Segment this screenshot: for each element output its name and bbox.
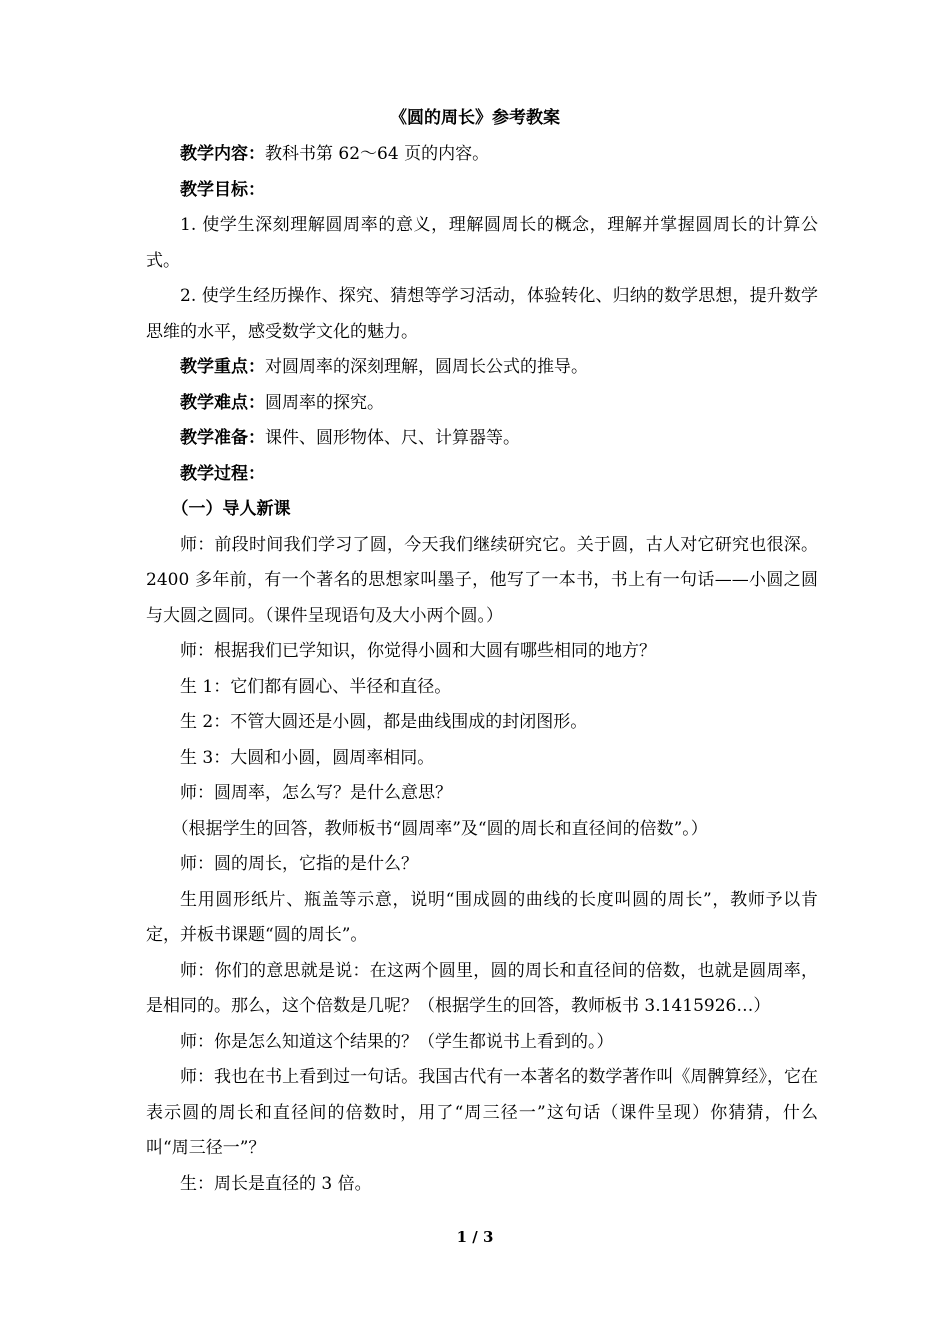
teaching-process-label: 教学过程： xyxy=(180,463,265,484)
paragraph: 师：你是怎么知道这个结果的？（学生都说书上看到的。） xyxy=(180,1031,614,1052)
teaching-preparation xyxy=(146,421,818,457)
paragraph: 生 2：不管大圆还是小圆，都是曲线围成的封闭图形。 xyxy=(180,712,588,732)
teaching-key-text: 对圆周率的深刻理解，圆周长公式的推导。 xyxy=(265,357,588,377)
paragraph: 生 1：它们都有圆心、半径和直径。 xyxy=(180,676,452,697)
paragraph: 师：你们的意思就是说：在这两个圆里，圆的周长和直径间的倍数，也就是圆周率，是相同的。那么，这个倍数是几呢？（根据学生的回答，教师板书 3.1415926…） xyxy=(146,960,818,1016)
page-number: 1 / 3 xyxy=(456,1228,494,1246)
paragraph: 生 3：大圆和小圆，圆周率相同。 xyxy=(180,747,435,768)
teaching-difficulty-text: 圆周率的探究。 xyxy=(265,392,384,413)
paragraph: （根据学生的回答，教师板书“圆周率”及“圆的周长和直径间的倍数”。） xyxy=(171,818,708,839)
paragraph: 生用圆形纸片、瓶盖等示意，说明“围成圆的曲线的长度叫圆的周长”，教师予以肯定，并板书课题“圆的周长”。 xyxy=(146,889,818,945)
objective-1: 1. 使学生深刻理解圆周率的意义，理解圆周长的概念，理解并掌握圆周长的计算公式。 xyxy=(146,215,818,271)
teaching-objectives-heading xyxy=(146,173,818,209)
objective-2: 2. 使学生经历操作、探究、猜想等学习活动，体验转化、归纳的数学思想，提升数学思维的水平，感受数学文化的魅力。 xyxy=(146,286,818,342)
paragraph: 师：圆的周长，它指的是什么？ xyxy=(180,854,418,874)
paragraph: 师：根据我们已学知识，你觉得小圆和大圆有哪些相同的地方？ xyxy=(180,641,656,661)
teaching-difficulty-label: 教学难点： xyxy=(180,392,265,413)
teaching-objectives-label: 教学目标： xyxy=(180,179,265,200)
section-heading-1: （一）导人新课 xyxy=(171,499,291,519)
paragraph: 师：我也在书上看到过一句话。我国古代有一本著名的数学著作叫《周髀算经》，它在表示圆的周长和直径间的倍数时，用了“周三径一”这句话（课件呈现）你猜猜，什么叫“周三径一”？ xyxy=(146,1067,818,1158)
teaching-prep-label: 教学准备： xyxy=(180,428,265,448)
teaching-process-heading xyxy=(146,457,818,493)
teaching-content-text: 教科书第 62～64 页的内容。 xyxy=(265,144,490,164)
teaching-prep-text: 课件、圆形物体、尺、计算器等。 xyxy=(265,428,520,448)
paragraph: 师：前段时间我们学习了圆，今天我们继续研究它。关于圆，古人对它研究也很深。2400 多年前，有一个著名的思想家叫墨子，他写了一本书，书上有一句话——小圆之圆与大圆之圆同。（课件呈现语句及大小两个圆。） xyxy=(146,534,818,626)
teaching-difficulty xyxy=(146,386,818,422)
teaching-key-label: 教学重点： xyxy=(180,357,265,377)
teaching-content-label: 教学内容： xyxy=(180,144,265,164)
paragraph: 生：周长是直径的 3 倍。 xyxy=(180,1173,372,1194)
teaching-key-point xyxy=(146,350,818,386)
document-title: 《圆的周长》参考教案 xyxy=(390,108,560,128)
document-body xyxy=(146,137,818,1202)
teaching-content xyxy=(146,137,818,173)
paragraph: 师：圆周率，怎么写？是什么意思？ xyxy=(180,783,452,803)
